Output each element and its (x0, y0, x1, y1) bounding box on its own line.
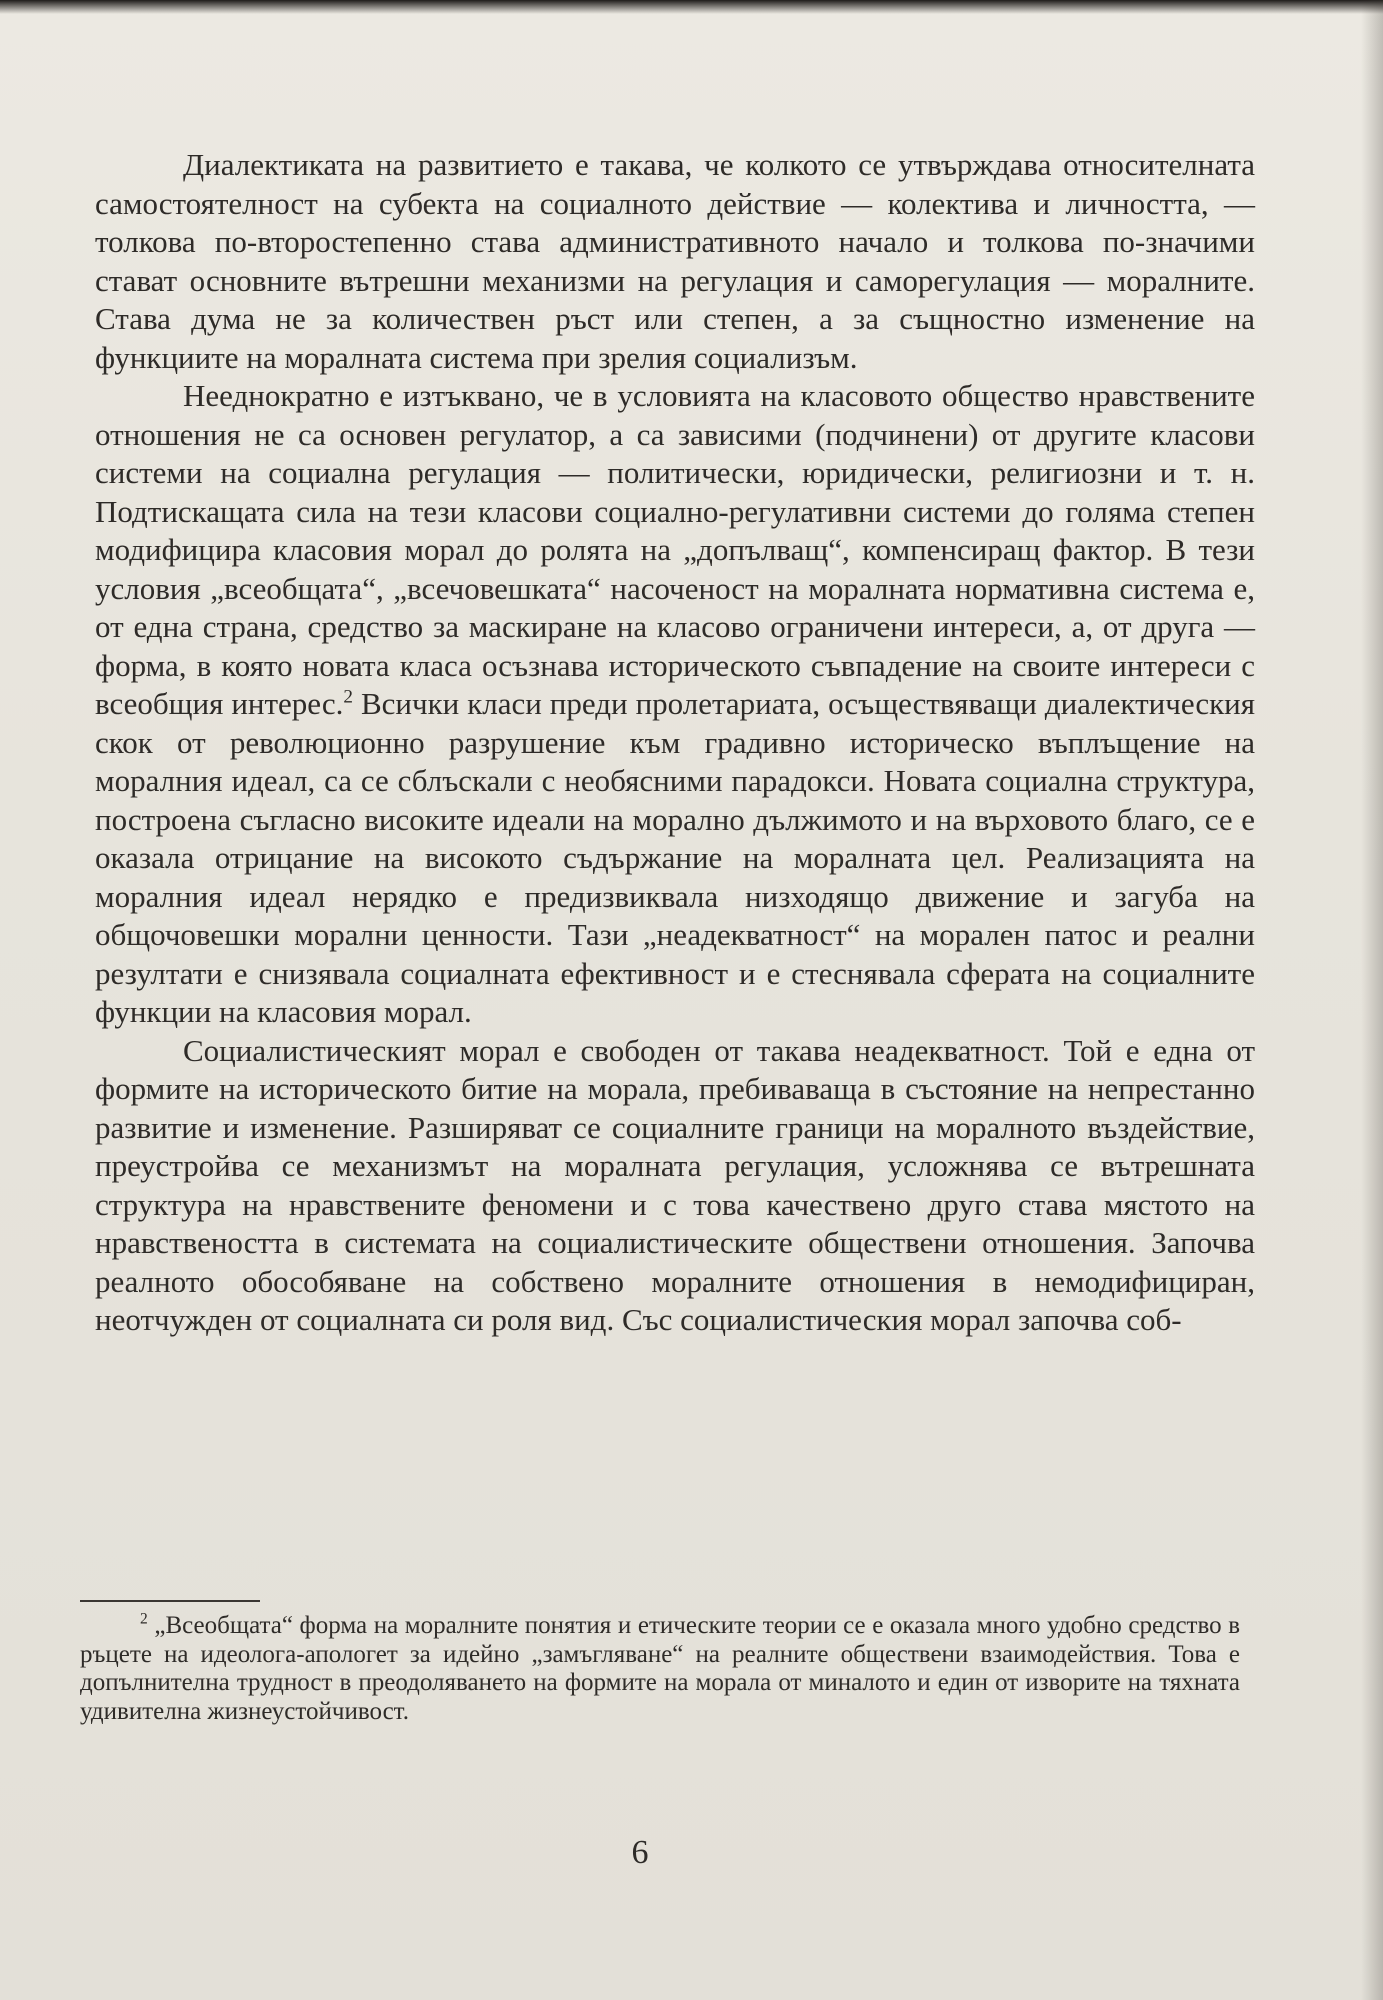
footnote-divider (80, 1600, 260, 1602)
paragraph-1: Диалектиката на развитието е такава, че колкото се утвърждава относителната самостоятелност на субекта на социалното действие — колектива и личността, — толкова по-второстепенно става административното начало и толкова по-значими стават основните вътрешни механизми на регулация и саморегулация — моралните. Става дума не за количествен ръст или степен, а за същностно изменение на функциите на моралната система при зрелия социализъм. (95, 147, 1255, 375)
paragraph-2-text: Нееднократно е изтъквано, че в условията на класовото общество нравствените отношения не са основен регулатор, а са зависими (подчинени) от другите класови системи на социална регулация — политически, юридически, религиозни и т. н. Подтискащата сила на тези класови социално-регулативни системи до голяма степен модифицира класовия морал до ролята на „допълващ“, компенсиращ фактор. В тези условия „всеобщата“, „всечовешката“ насоченост на моралната нормативна система е, от една страна, средство за маскиране на класово ограничени интереси, а, от друга — форма, в която новата класа осъзнава историческото съвпадение на своите интереси с всеобщия интерес. (95, 378, 1255, 721)
main-text (95, 146, 1255, 1340)
footnote (80, 1612, 1240, 1726)
paragraph-3: Социалистическият морал е свободен от такава неадекватност. Той е една от формите на историческото битие на морала, пребиваваща в състояние на непрестанно развитие и изменение. Разширяват се социалните граници на моралното въздействие, преустройва се механизмът на моралната регулация, усложнява се вътрешната структура на нравствените феномени и с това качествено друго става мястото на нравствеността в системата на социалистическите обществени отношения. Започва реалното обособяване на собствено моралните отношения в немодифициран, неотчужден от социалната си роля вид. Със социалистическия морал започва соб- (95, 1032, 1255, 1337)
paragraph-2-continuation: Всички класи преди пролетариата, осъществяващи диалектическия скок от революционно разрушение към градивно историческо въплъщение на моралния идеал, са се сблъскали с необясними парадокси. Новата социална структура, построена съгласно високите идеали на морално дължимото и на върховото благо, се е оказала отрицание на високото съдържание на моралната цел. Реализацията на моралния идеал нерядко е предизвиквала низходящо движение и загуба на общочовешки морални ценности. Тази „неадекватност“ на морален патос и реални резултати е снизявала социалната ефективност и е стеснявала сферата на социалните функции на класовия морал. (95, 686, 1256, 1029)
footnote-text: „Всеобщата“ форма на моралните понятия и етическите теории се е оказала много удобно средство в ръцете на идеолога-апологет за идейно „замъгляване“ на реалните обществени взаимодействия. Това е допълнителна трудност в преодоляването на формите на морала от миналото и един от изворите на тяхната удивителна жизнеустойчивост. (80, 1612, 1241, 1725)
top-edge-shadow (0, 0, 1383, 14)
paragraph-2 (95, 377, 1255, 1032)
page-number: 6 (631, 1834, 649, 1871)
footnote-reference: 2 (343, 686, 353, 708)
right-edge-shadow (1361, 0, 1383, 2000)
footnote-mark: 2 (140, 1610, 148, 1628)
